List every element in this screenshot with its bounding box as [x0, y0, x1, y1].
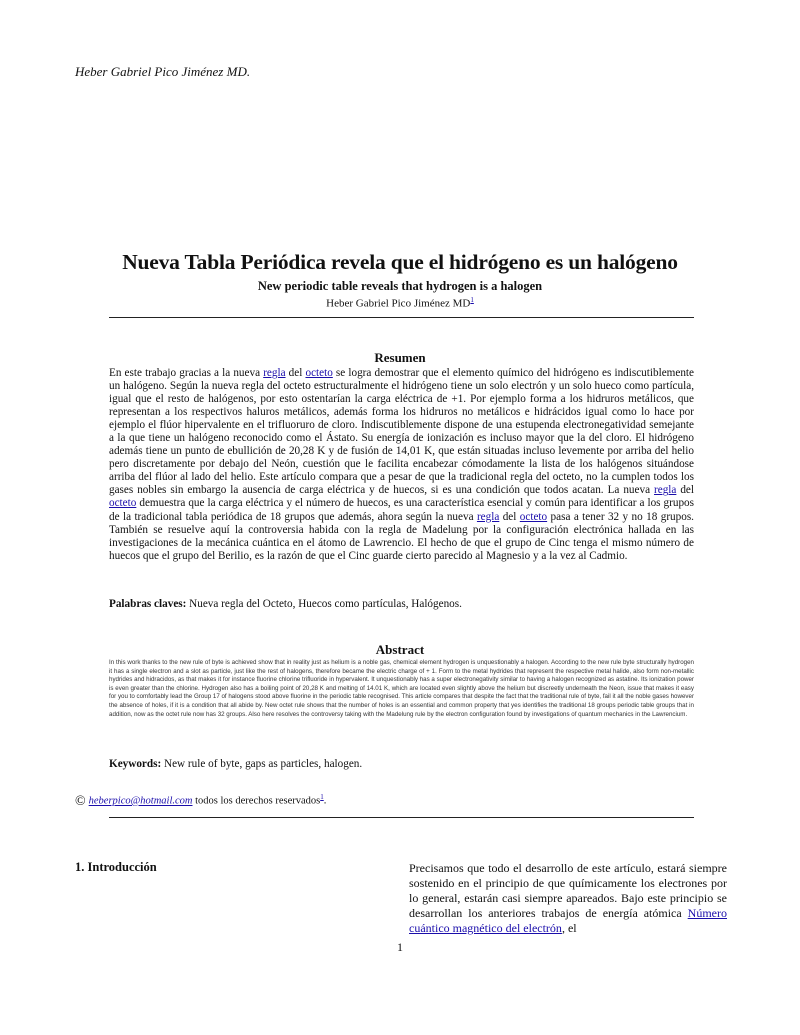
resumen-text: del	[676, 484, 695, 497]
palabras-claves-label: Palabras claves:	[109, 598, 187, 610]
resumen-text: pasa a tener 32 y no 18 grupos. También se resuelve aquí la controversia habida con la regla de Madelung por la configuración electrónica hallada en las investigaciones de la mecánica cuántica en el átomo de Lawrencio. El hecho de que el grupo de Cinc tenga el mismo número de huecos que el grupo del Berilio, es la razón de que el Cinc guarde cierto parecido al Magnesio y a la vez al Cadmio.	[109, 510, 694, 562]
resumen-paragraph	[109, 367, 694, 563]
bottom-divider	[109, 817, 694, 818]
resumen-text: del	[499, 510, 520, 523]
resumen-text: del	[285, 367, 306, 379]
resumen-text: se logra demostrar que el elemento químico del hidrógeno es indiscutiblemente un halógeno. Según la nueva regla del octeto estructuralmente el hidrógeno tiene un solo electrón y un solo hueco como partícula, igual que el resto de halógenos, por esto ostentarían la carga eléctrica de +1. Por ejemplo forma a los hidruros metálicos, que representan a los respectivos haluros metálicos, además forma los hidruros no metálicos e hidrácidos igual como lo hace por ejemplo el flúor hipervalente en el trifluoruro de cloro. Indiscutiblemente dispone de una estupenda electronegatividad semejante a la que tiene un halógeno reconocido como el Ástato. Su energía de ionización es incluso mayor que la del cloro. El hidrógeno además tiene un punto de ebullición de 20,28 K y de fusión de 14,01 K, que están situadas incluso levemente por arriba del helio pero discretamente por debajo del Neón, cuestión que le facilita encabezar cómodamente la lista de los halógenos situándose arriba del flúor al lado del helio. Este artículo compara que a pesar de que la tradicional regla del octeto, no la cumplen todos los gases nobles sin embargo la ausencia de carga eléctrica y de huecos, si es una condición que todos acatan. La nueva	[109, 367, 694, 497]
copyright-icon: ©	[75, 793, 86, 809]
palabras-claves-text: Nueva regla del Octeto, Huecos como partículas, Halógenos.	[186, 598, 462, 610]
top-divider	[109, 317, 694, 318]
author-footnote-link[interactable]: 1	[470, 296, 474, 304]
intro-text-end: , el	[561, 921, 577, 935]
email-link[interactable]: heberpico@hotmail.com	[88, 795, 193, 807]
octeto-link[interactable]: octeto	[519, 510, 548, 523]
keywords-label: Keywords:	[109, 758, 162, 770]
resumen-heading: Resumen	[374, 350, 426, 365]
octeto-link[interactable]: octeto	[305, 367, 333, 379]
author-name: Heber Gabriel Pico Jiménez MD	[326, 297, 471, 310]
resumen-text: En este trabajo gracias a la nueva	[109, 367, 264, 379]
keywords-text: New rule of byte, gaps as particles, halogen.	[161, 758, 363, 770]
author-line	[0, 296, 800, 310]
palabras-claves	[109, 598, 694, 610]
intro-paragraph	[409, 861, 727, 936]
octeto-link[interactable]: octeto	[109, 497, 137, 510]
page-number: 1	[397, 940, 403, 954]
resumen-text: demuestra que la carga eléctrica y el número de huecos, es una característica esencial y común para identificar a los grupos de la tradicional tabla periódica de 18 grupos que además, ahora según la nueva	[109, 497, 694, 523]
abstract-heading: Abstract	[375, 642, 425, 657]
copyright-line	[75, 793, 326, 810]
rights-footnote-link[interactable]: 1	[320, 793, 324, 801]
keywords	[109, 758, 694, 770]
paper-title: Nueva Tabla Periódica revela que el hidrógeno es un halógeno	[122, 250, 678, 274]
regla-link[interactable]: regla	[263, 367, 286, 379]
rights-end: .	[323, 795, 327, 807]
numero-cuantico-link[interactable]: Número cuántico magnético del electrón	[409, 906, 727, 935]
paper-subtitle: New periodic table reveals that hydrogen is a halogen	[257, 279, 543, 293]
running-header-author: Heber Gabriel Pico Jiménez MD.	[75, 64, 251, 79]
intro-text: Precisamos que todo el desarrollo de este artículo, estará siempre sostenido en el principio de que químicamente los electrones por lo general, estarán casi siempre apareados. Bajo este principio se desarrollan los anteriores trabajos de energía atómica	[409, 861, 727, 920]
intro-heading: 1. Introducción	[75, 860, 157, 874]
abstract-paragraph: In this work thanks to the new rule of byte is achieved show that in reality just as helium is a noble gas, chemical element hydrogen is unquestionably a halogen. According to the new rule byte structurally hydrogen it has a single electron and a slot as particle, just like the rest of halogens, therefore became the electric charge of + 1. Form to the metal hydrides that represent the respective metal halide, also form non-metallic hydrides and hidracidos, as that makes it for instance fluorine chlorine trifluoride in hypervalent. It unquestionably has a super electronegativity similar to having a halogen recognized as astatine. Its ionization power is even greater than the chlorine. Hydrogen also has a boiling point of 20,28 K and melting of 14.01 K, which are located even slightly above the helium but discreetly underneath the Neon, issue that makes it easy for you to comfortably lead the Group 17 of halogens stood above fluorine in the periodic table recognised. This article compares that despite the fact that the traditional rule of byte, fail it all the noble gases however the absence of holes, if it is a condition that all abide by. New octet rule shows that the number of holes is an essential and common property that yes identifies the traditional 18 groups periodic table groups that in addition, now as the octet rule now has 32 groups. Also here resolves the controversy taking with the Madelung rule by the electron configuration found by investigations of quantum mechanics in the Lawrencium.	[109, 659, 694, 718]
regla-link[interactable]: regla	[654, 484, 677, 497]
rights-text: todos los derechos reservados	[192, 795, 321, 807]
regla-link[interactable]: regla	[476, 510, 500, 523]
